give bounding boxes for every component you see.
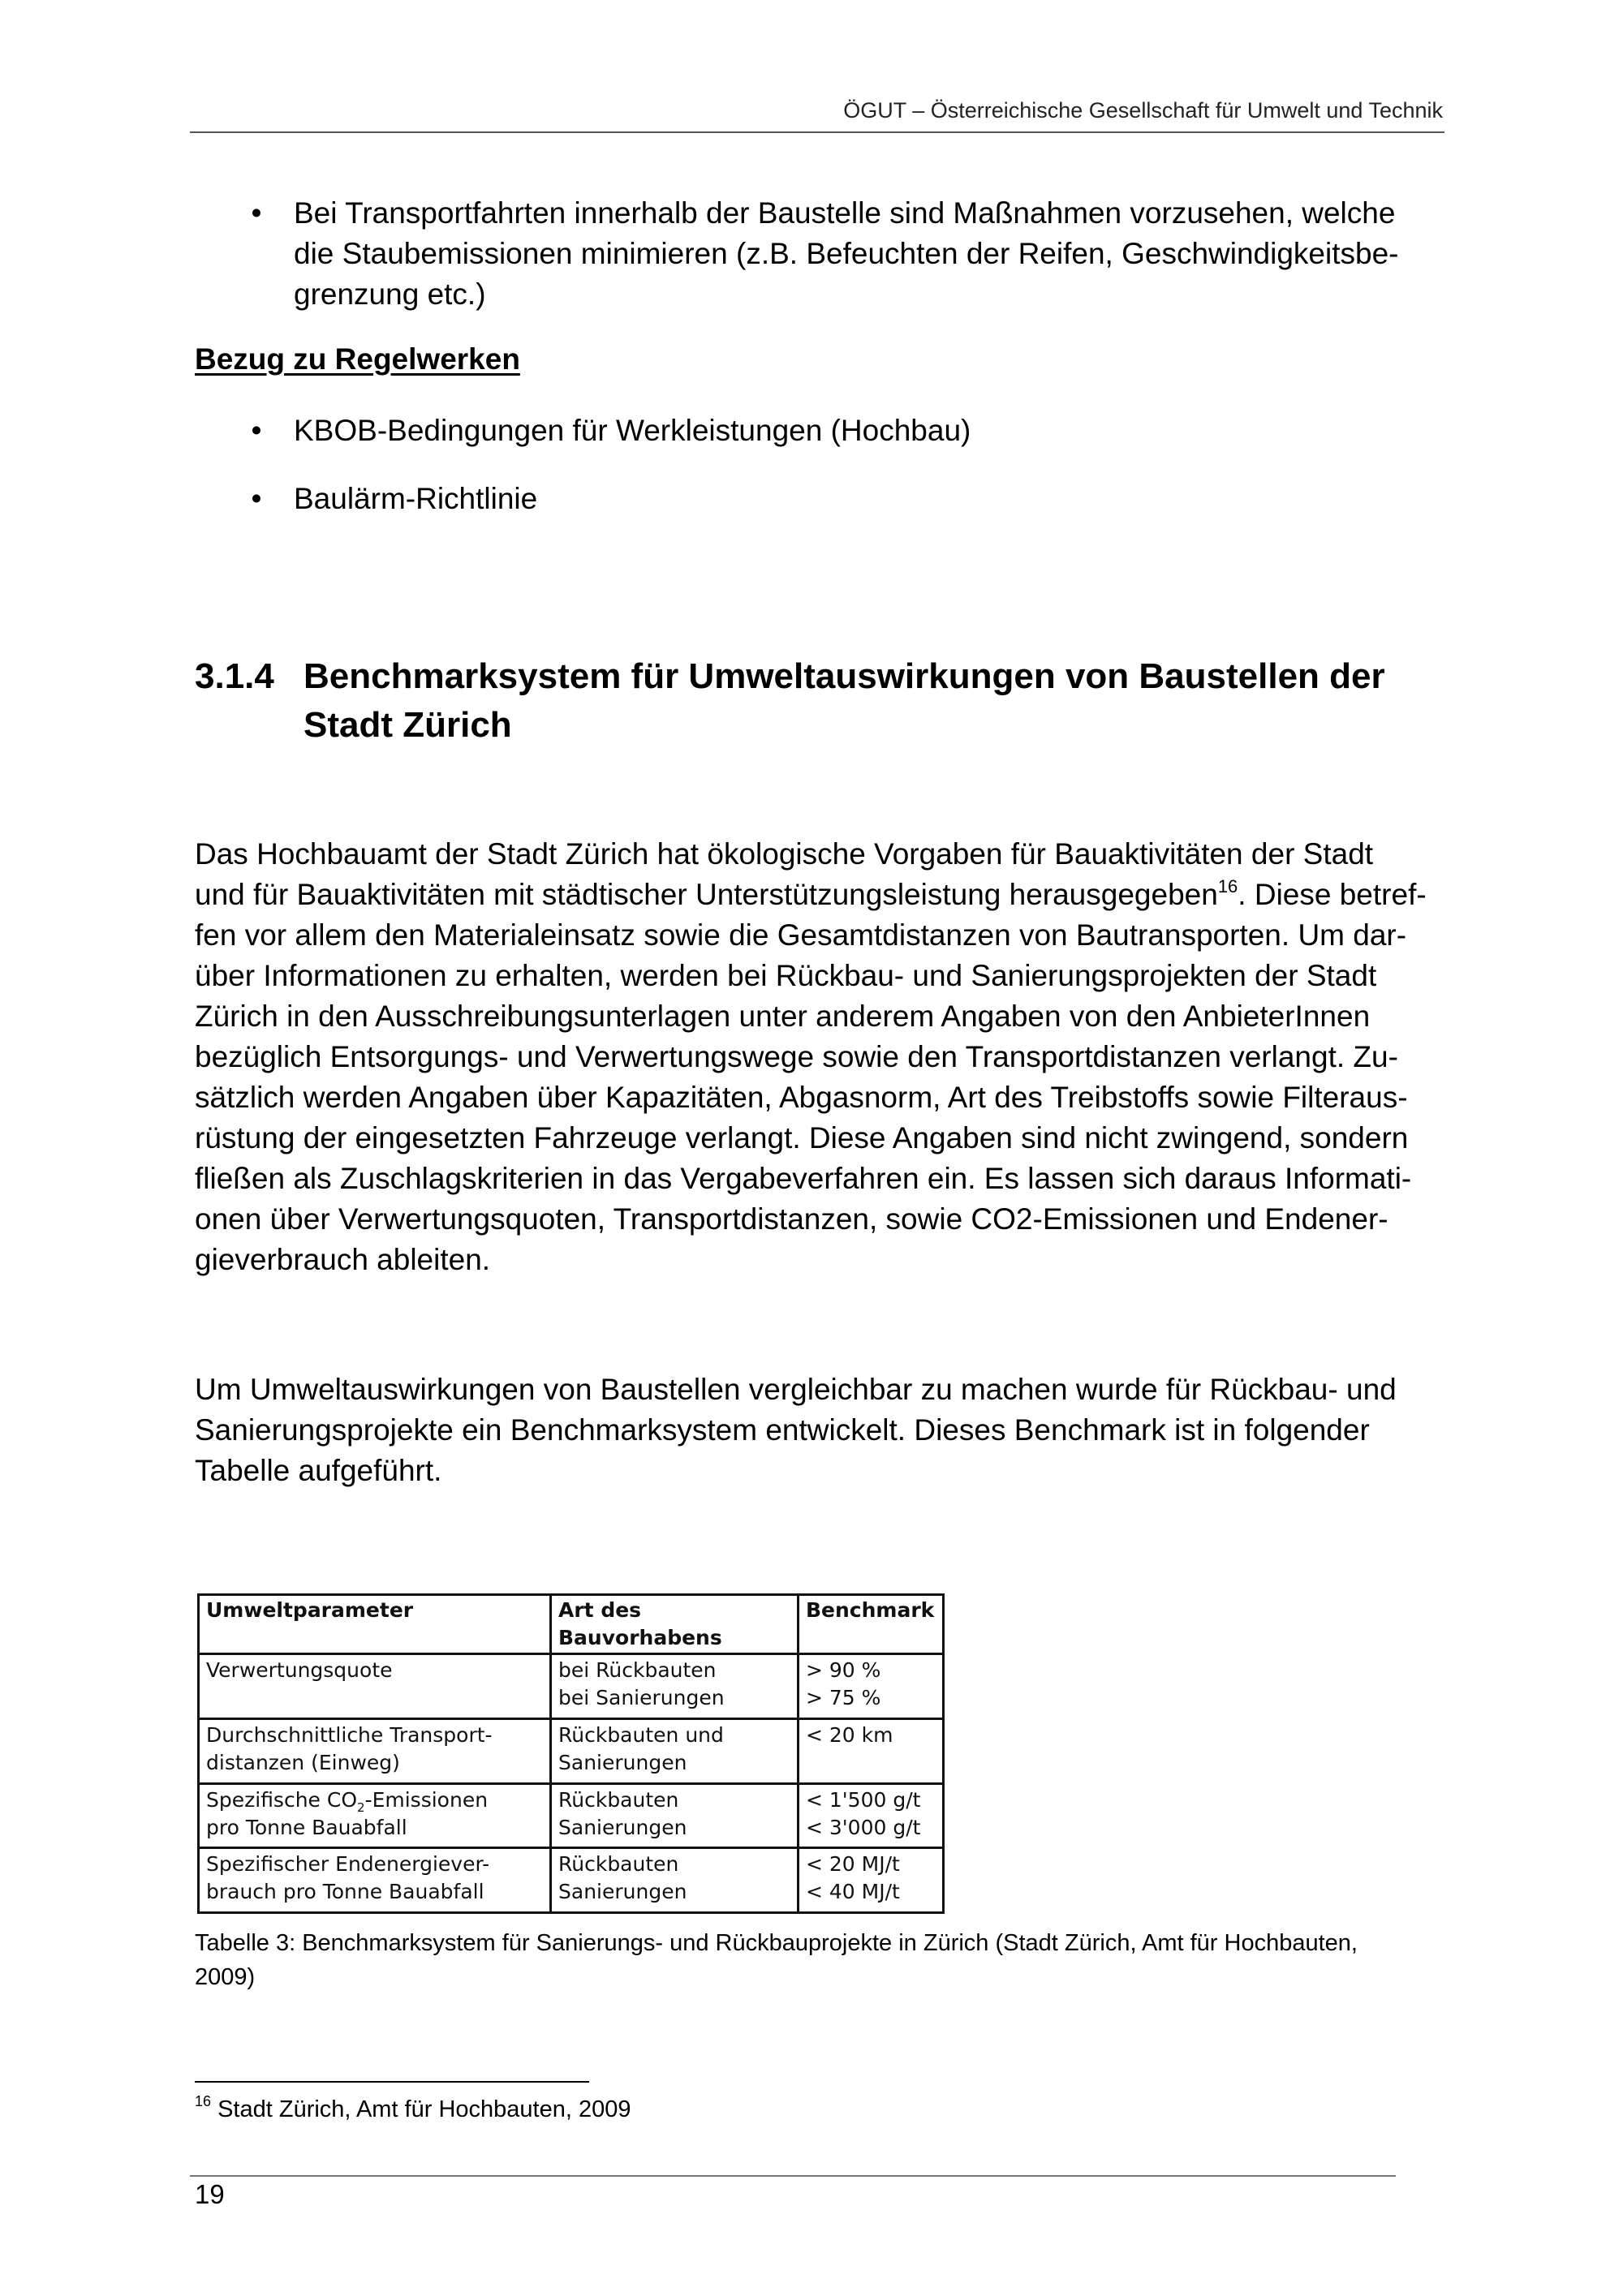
section-title — [304, 652, 1385, 750]
regelwerk-item-text: Baulärm-Richtlinie — [294, 482, 538, 515]
table-row — [199, 1783, 944, 1848]
table-cell-parameter — [199, 1718, 551, 1783]
text-line: grenzung etc.) — [294, 277, 486, 311]
table-cell-benchmark — [799, 1654, 944, 1719]
bullet-icon: • — [251, 196, 262, 230]
table-header-row — [199, 1595, 944, 1654]
footnote-separator — [195, 2081, 589, 2083]
table-cell-parameter — [199, 1654, 551, 1719]
text-line: Sanierungsprojekte ein Benchmarksystem entwickelt. Dieses Benchmark ist in folgender — [195, 1413, 1370, 1447]
text-line: bezüglich Entsorgungs- und Verwertungswege sowie den Transportdistanzen verlangt. Zu- — [195, 1040, 1398, 1073]
cell-line: Rückbauten und — [558, 1722, 724, 1747]
column-header: Benchmark — [799, 1595, 944, 1654]
cell-line: pro Tonne Bauabfall — [206, 1815, 407, 1839]
table-cell-parameter — [199, 1848, 551, 1913]
text-segment: . Diese betref- — [1238, 878, 1427, 911]
text-line: onen über Verwertungsquoten, Transportdistanzen, sowie CO2-Emissionen und Endener- — [195, 1202, 1388, 1236]
cell-line: brauch pro Tonne Bauabfall — [206, 1880, 484, 1904]
cell-line: distanzen (Einweg) — [206, 1750, 400, 1774]
table-cell-benchmark — [799, 1718, 944, 1783]
cell-line: Rückbauten — [558, 1852, 679, 1877]
caption-line: Tabelle 3: Benchmarksystem für Sanierungs- und Rückbauprojekte in Zürich (Stadt Zürich, Amt für Hochbauten, — [195, 1930, 1358, 1956]
cell-line: bei Sanierungen — [558, 1686, 725, 1709]
cell-line: > 75 % — [806, 1686, 881, 1709]
text-line: Zürich in den Ausschreibungsunterlagen unter anderem Angaben von den AnbieterInnen — [195, 1000, 1371, 1033]
running-header: ÖGUT – Österreichische Gesellschaft für Umwelt und Technik — [843, 98, 1443, 123]
cell-line: Sanierungen — [558, 1750, 687, 1774]
text-line: rüstung der eingesetzten Fahrzeuge verlangt. Diese Angaben sind nicht zwingend, sondern — [195, 1121, 1409, 1154]
benchmark-table — [197, 1593, 945, 1914]
text-line: die Staubemissionen minimieren (z.B. Befeuchten der Reifen, Geschwindigkeitsbe- — [294, 237, 1399, 270]
table-cell-art — [551, 1654, 799, 1719]
page-number: 19 — [195, 2179, 225, 2209]
footer-rule — [190, 2175, 1396, 2177]
column-header: Umweltparameter — [199, 1595, 551, 1654]
table-row — [199, 1718, 944, 1783]
table-cell-art — [551, 1848, 799, 1913]
section-title-line: Stadt Zürich — [304, 705, 512, 745]
cell-line: Verwertungsquote — [206, 1658, 393, 1682]
cell-line: < 1'500 g/t — [806, 1787, 921, 1812]
cell-line: Sanierungen — [558, 1880, 687, 1904]
footnote-text: Stadt Zürich, Amt für Hochbauten, 2009 — [211, 2096, 631, 2122]
cell-line: Rückbauten — [558, 1787, 679, 1812]
table-row — [199, 1654, 944, 1719]
paragraph-1 — [195, 834, 1427, 1280]
footnote-ref: 16 — [1217, 875, 1238, 896]
table-cell-art — [551, 1718, 799, 1783]
section-number: 3.1.4 — [195, 656, 274, 696]
cell-line — [206, 1786, 543, 1814]
cell-line: Spezifischer Endenergiever- — [206, 1852, 490, 1877]
bullet-icon: • — [251, 482, 262, 515]
cell-line: Durchschnittliche Transport- — [206, 1722, 493, 1747]
cell-line: < 20 km — [806, 1722, 893, 1747]
table-cell-benchmark — [799, 1848, 944, 1913]
column-header: Art des Bauvorhabens — [551, 1595, 799, 1654]
text-line: gieverbrauch ableiten. — [195, 1243, 491, 1276]
cell-line: < 40 MJ/t — [806, 1880, 900, 1904]
cell-line: bei Rückbauten — [558, 1658, 717, 1682]
text-segment: -Emissionen — [364, 1787, 489, 1812]
bullet-icon: • — [251, 414, 262, 447]
footnote-number: 16 — [195, 2093, 212, 2110]
table-cell-parameter — [199, 1783, 551, 1848]
regelwerke-heading: Bezug zu Regelwerken — [195, 342, 520, 376]
caption-line: 2009) — [195, 1964, 256, 1990]
cell-line: Sanierungen — [558, 1815, 687, 1839]
text-line: Tabelle aufgeführt. — [195, 1454, 442, 1487]
text-line: fen vor allem den Materialeinsatz sowie die Gesamtdistanzen von Bautransporten. Um dar- — [195, 918, 1407, 952]
table-cell-benchmark — [799, 1783, 944, 1848]
text-line — [195, 875, 1427, 915]
regelwerk-item-text: KBOB-Bedingungen für Werkleistungen (Hochbau) — [294, 414, 971, 447]
table-row — [199, 1848, 944, 1913]
text-line: über Informationen zu erhalten, werden bei Rückbau- und Sanierungsprojekten der Stadt — [195, 959, 1377, 992]
footnote — [195, 2093, 631, 2126]
text-segment: Spezifische CO — [206, 1787, 358, 1812]
text-line: Das Hochbauamt der Stadt Zürich hat ökologische Vorgaben für Bauaktivitäten der Stadt — [195, 837, 1374, 871]
intro-bullet-text — [294, 193, 1428, 315]
table-caption — [195, 1926, 1358, 1994]
table-cell-art — [551, 1783, 799, 1848]
cell-line: < 20 MJ/t — [806, 1852, 900, 1877]
header-rule — [190, 131, 1444, 133]
text-segment: und für Bauaktivitäten mit städtischer Unterstützungsleistung herausgegeben — [195, 878, 1218, 911]
text-line: sätzlich werden Angaben über Kapazitäten, Abgasnorm, Art des Treibstoffs sowie Filteraus- — [195, 1081, 1408, 1114]
text-line: fließen als Zuschlagskriterien in das Vergabeverfahren ein. Es lassen sich daraus Informati- — [195, 1162, 1412, 1195]
cell-line: < 3'000 g/t — [806, 1815, 921, 1839]
cell-line: > 90 % — [806, 1658, 881, 1682]
text-line: Um Umweltauswirkungen von Baustellen vergleichbar zu machen wurde für Rückbau- und — [195, 1373, 1397, 1406]
section-title-line: Benchmarksystem für Umweltauswirkungen von Baustellen der — [304, 656, 1385, 696]
subscript: 2 — [357, 1799, 365, 1815]
text-line: Bei Transportfahrten innerhalb der Baustelle sind Maßnahmen vorzusehen, welche — [294, 196, 1396, 230]
paragraph-2 — [195, 1369, 1397, 1491]
